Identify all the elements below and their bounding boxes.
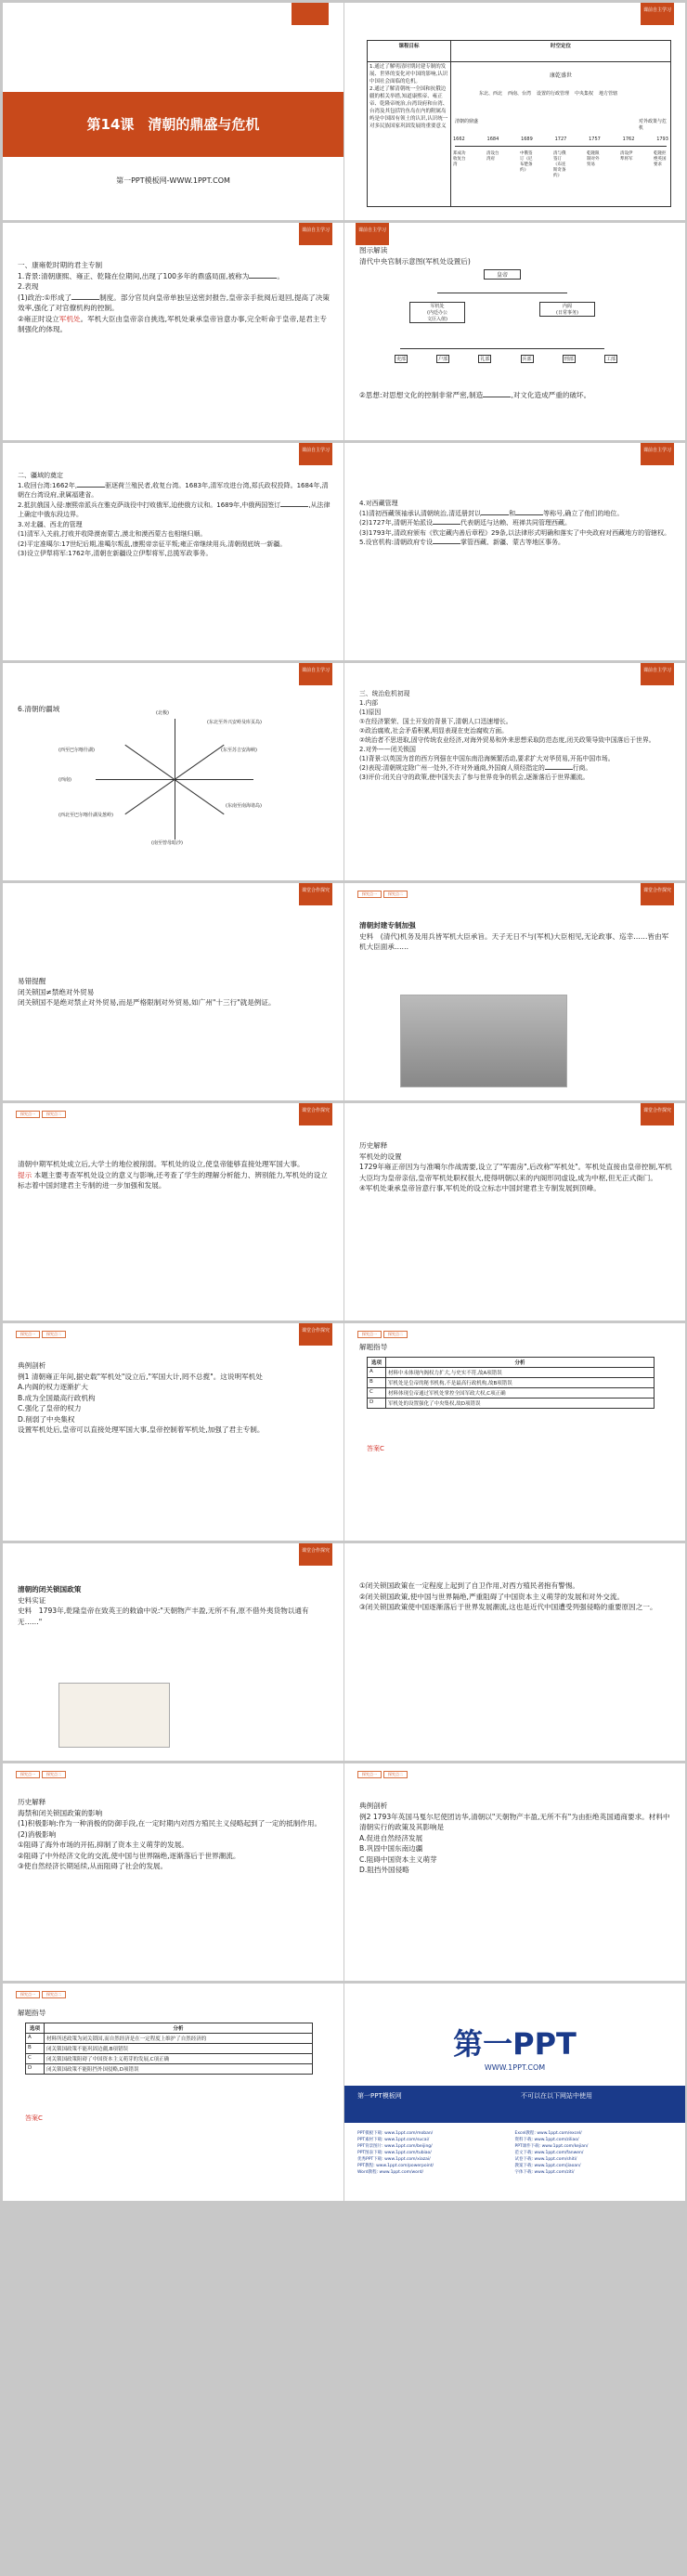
illustration-image (58, 1683, 170, 1748)
slide-12 (344, 1103, 685, 1321)
timeline-mid (479, 90, 617, 97)
slide-9 (3, 883, 344, 1100)
keyword: 提示 (18, 1170, 32, 1179)
slide-4-text (359, 245, 674, 267)
table-cell: C (26, 2054, 45, 2064)
timeline-years (453, 137, 668, 142)
territory-diagram (58, 709, 291, 849)
year-label: 1757 (589, 136, 601, 142)
text-line: ①闭关锁国政策在一定程度上起到了自卫作用,对西方殖民者抱有警惕。 (359, 1581, 580, 1590)
slide-15 (3, 1543, 344, 1761)
text-line: (1)政治:①形成了 (18, 293, 72, 302)
slide-13-text (18, 1360, 332, 1436)
brand-logo: 第一PPT (453, 2026, 577, 2062)
slide-5-text (18, 471, 332, 559)
year-label: 1762 (622, 136, 635, 142)
table-cell: D (368, 1399, 386, 1409)
slide-8-text (359, 689, 674, 782)
tab-label[interactable]: 探究点二 (42, 1331, 66, 1338)
tab-bar (16, 1771, 66, 1778)
text-line: ②雍正时设立 (18, 314, 59, 323)
slide-19-heading: 解题指导 (18, 2009, 46, 2017)
option: B.成为全国最高行政机构 (18, 1393, 96, 1402)
slide-8 (344, 663, 685, 880)
ministry-box: 户部 (438, 357, 448, 362)
text-line: (3)评价:闭关自守的政策,使中国失去了参与世界竞争的机会,逐渐落后于世界潮流。 (359, 774, 590, 781)
section-tab: 课前自主学习 (299, 223, 332, 245)
org-chart (382, 269, 642, 381)
tab-label[interactable]: 探究点一 (357, 1331, 382, 1338)
text-line: 史料 1793年,乾隆皇帝在致英王的敕谕中说:"天朝物产丰盈,无所不有,原不借外夷货物以通有无……" (18, 1607, 309, 1626)
ministry-box: 吏部 (395, 357, 406, 362)
text-line: 闭关锁国≠禁绝对外贸易 (18, 987, 95, 996)
tab-label[interactable]: 探究点二 (42, 1111, 66, 1118)
event-label: 清设台湾府 (486, 150, 499, 162)
column-header: 选项 (26, 2023, 45, 2034)
text-line: ②思想:对思想文化的控制非常严密,制造 (359, 391, 484, 399)
tab-label[interactable]: 探究点二 (383, 1771, 408, 1778)
photo-image (400, 995, 567, 1087)
text-line: (1)清初西藏领袖承认清朝统治,清廷册封以 (359, 509, 482, 517)
footer-link[interactable]: 试卷下载: www.1ppt.com/shiti/ (514, 2157, 577, 2162)
cover-title: 第14课 清朝的鼎盛与危机 (86, 116, 260, 133)
text-line: (2)表现:清朝规定除广州一处外,不许对外通商,外国商人须经指定的 (359, 764, 545, 772)
option: C.阻碍中国资本主义萌芽 (359, 1854, 437, 1864)
tab-bar (16, 1991, 66, 1998)
slide-17 (3, 1763, 344, 1981)
tab-label[interactable]: 探究点一 (16, 1111, 40, 1118)
section-heading: 图示解读 (359, 246, 388, 254)
text-line: 和 (509, 509, 516, 517)
goals-text: 1.通过了解明清时期封建专制的发展、世界的变化对中国的影响,认识中国社会面临的危机。 2.通过了解清朝统一全国和抗俄边疆的相关举措,知道康熙帝、雍正帝、乾隆帝统治,台湾设府和台湾、台湾及其包括钓鱼岛在内的附属岛屿是中国固有领土的认识,认识统一对多民族国家巩固发展的重要意义 (368, 61, 451, 206)
text-line: 掌管西藏、新疆、蒙古等地区事务。 (460, 539, 565, 546)
section-tab: 课堂合作探究 (299, 1323, 332, 1346)
section-tab: 课前自主学习 (641, 443, 674, 465)
tab-bar (16, 1111, 66, 1118)
text-line: (1)原因 (359, 709, 382, 716)
text-line: ②闭关锁国政策,使中国与世界隔绝,严重阻碍了中国资本主义萌芽的发展和对外交流。 (359, 1592, 625, 1601)
slide-6-text (359, 499, 674, 548)
mid-label: 西南、台湾 (508, 90, 532, 97)
option: C.强化了皇帝的权力 (18, 1404, 82, 1412)
slide-3-text (18, 260, 332, 335)
answer-label: 答案C (25, 2114, 43, 2122)
text-line: 2.抵抗俄国入侵:康熙帝派兵在雅克萨战役中打败俄军,迫使俄方议和。1689年,中俄两国签订 (18, 501, 281, 509)
table-cell: B (368, 1378, 386, 1388)
slide-18-text (359, 1801, 674, 1876)
link-grid (357, 2130, 672, 2176)
footer-link[interactable]: PPT背景图片: www.1ppt.com/beijing/ (357, 2144, 433, 2149)
text-line: 闭关锁国不是绝对禁止对外贸易,而是严格限制对外贸易,如广州"十三行"就是例证。 (18, 998, 276, 1007)
footer-link[interactable]: 教案下载: www.1ppt.com/jiaoan/ (514, 2164, 581, 2168)
point-label: (北极) (156, 710, 169, 716)
question-text: 例2 1793年英国马戛尔尼使团访华,清朝以"天朝物产丰盈,无所不有"为由拒绝英国通商要求。材料中清朝实行的政策及其影响是 (359, 1812, 670, 1831)
tab-label[interactable]: 探究点二 (42, 1991, 66, 1998)
tab-label[interactable]: 探究点二 (383, 1331, 408, 1338)
text-line: ,对文化造成严重的破坏。 (511, 391, 591, 399)
text-line: 等称号,确立了他们的地位。 (543, 509, 624, 517)
analysis-table (367, 1357, 655, 1409)
brand-logo-icon (292, 3, 329, 25)
event-label: 清与俄签订《布连斯奇条约》 (553, 150, 566, 178)
tab-label[interactable]: 探究点二 (383, 891, 408, 898)
slide-7 (3, 663, 344, 880)
text-line: 军机处的设置 (359, 1151, 402, 1161)
table-cell: C (368, 1388, 386, 1399)
table-cell: 材料所述政策为闭关锁国,而自然经济是在一定程度上维护了自然经济的 (45, 2034, 313, 2044)
tab-label[interactable]: 探究点一 (16, 1771, 40, 1778)
section-tab: 课堂合作探究 (299, 883, 332, 905)
timeline-cell (451, 61, 671, 206)
point-label: (西南) (58, 777, 71, 783)
band-title: 第一PPT模板网 (357, 2092, 402, 2100)
text-line: ,从法律上确定中俄东段边界。 (18, 501, 331, 518)
goals-table (367, 40, 671, 207)
point-label: (南至曾母暗沙) (151, 840, 183, 846)
section-heading: 典例剖析 (18, 1361, 46, 1370)
text-line: 史料 (清代)机务及用兵皆军机大臣承旨。天子无日不与(军机)大臣相见,无论政事、巡幸……皆由军机大臣面承…… (359, 931, 669, 951)
text-line: 1.内部 (359, 699, 379, 707)
ministry-row (395, 355, 617, 363)
ministry-box: 刑部 (564, 357, 574, 362)
text-line: (3)设立伊犁将军:1762年,清朝在新疆设立伊犁将军,总揽军政事务。 (18, 550, 213, 557)
section-heading: 典例剖析 (359, 1802, 388, 1810)
section-heading: 三、统治危机初现 (359, 690, 410, 697)
slide-12-text (359, 1140, 674, 1194)
point-label: (东至苏吉安海峡) (221, 748, 257, 753)
tab-label[interactable]: 探究点一 (16, 1991, 40, 1998)
footer-link[interactable]: PPT图表下载: www.1ppt.com/tubiao/ (357, 2151, 432, 2155)
section-heading: 二、疆域的奠定 (18, 472, 63, 479)
cover-subtitle: 第一PPT模板网-WWW.1PPT.COM (116, 176, 230, 185)
text-line: 。 (277, 271, 284, 280)
timeline-axis (455, 146, 667, 147)
event-label: 中俄签订《尼布楚条约》 (520, 150, 533, 173)
ministry-box: 礼部 (480, 357, 490, 362)
text-line: ①阻碍了海外市场的开拓,抑制了资本主义萌芽的发展。 (18, 1841, 188, 1849)
text-line: 设置军机处后,皇帝可以直接处理军国大事,皇帝控制着军机处,加强了君主专制。 (18, 1425, 265, 1434)
section-tab: 课前自主学习 (641, 663, 674, 685)
slide-15-text (18, 1584, 332, 1627)
option: D.阻挡外国侵略 (359, 1866, 409, 1874)
table-cell: 闭关锁国政策阻碍了中国资本主义萌芽的发展,C项正确 (45, 2054, 313, 2064)
slide-19 (3, 1984, 344, 2201)
timeline-right-label: 对外政策与危机 (639, 118, 668, 131)
section-tab: 课堂合作探究 (641, 1103, 674, 1125)
slide-11-text (18, 1159, 332, 1191)
column-header: 分析 (45, 2023, 313, 2034)
text-line: 驱逐荷兰殖民者,收复台湾。1683年,清军攻进台湾,郑氏政权投降。1684年,清朝在台湾设府,隶属福建省。 (18, 481, 329, 499)
year-label: 1662 (453, 136, 465, 142)
event-label: 乾隆限制对外贸易 (587, 150, 600, 167)
ministry-box: 工部 (605, 357, 616, 362)
table-cell: 材料体现皇帝通过军机处掌控全国军政大权,C项正确 (386, 1388, 655, 1399)
section-heading: 历史解释 (18, 1798, 46, 1806)
slide-10-text (359, 920, 674, 953)
column-header: 分析 (386, 1358, 655, 1368)
slide-16-text (359, 1581, 674, 1613)
table-cell: A (26, 2034, 45, 2044)
slide-7-heading: 6.清朝的疆域 (18, 705, 60, 713)
timeline-header: 时空定位 (451, 41, 671, 62)
slide-brand (344, 1984, 685, 2201)
section-heading: 清朝的闭关锁国政策 (18, 1585, 82, 1594)
table-cell: 军机处的设置强化了中央集权,故D项错误 (386, 1399, 655, 1409)
slide-cover (3, 3, 344, 220)
text-line: 1.收回台湾:1662年, (18, 481, 78, 489)
slide-14-heading: 解题指导 (359, 1343, 388, 1351)
slide-14 (344, 1323, 685, 1541)
text-line: ①在经济繁荣、国土开发的背景下,清朝人口迅速增长。 (359, 718, 512, 725)
text-line: (1)背景:以英国为首的西方列强在中国东南沿海频繁活动,要求扩大对华贸易,开拓中国市场。 (359, 755, 615, 762)
footer-link[interactable]: PPT教程: www.1ppt.com/powerpoint/ (357, 2164, 434, 2168)
footer-link[interactable]: Word教程: www.1ppt.com/word/ (357, 2170, 424, 2175)
section-tab: 课堂合作探究 (299, 1543, 332, 1566)
table-cell: B (26, 2044, 45, 2054)
section-tab: 课前自主学习 (356, 223, 389, 245)
table-cell: 军机处是皇帝的秘书机构,不是最高行政机构,故B项错误 (386, 1378, 655, 1388)
point-label: (西北至巴尔喀什湖及葱岭) (58, 813, 113, 818)
slide-18 (344, 1763, 685, 1981)
mid-label: 中央集权 (575, 90, 594, 97)
text-line: (2)平定准噶尔:17世纪后期,准噶尔叛乱,康熙帝亲征平叛;雍正帝继续用兵,清朝彻底统一新疆。 (18, 540, 287, 548)
node-emperor: 皇帝 (484, 269, 521, 280)
section-heading: 历史解释 (359, 1141, 388, 1150)
text-line: 4.对西藏管理 (359, 500, 398, 507)
tab-label[interactable]: 探究点一 (357, 891, 382, 898)
footer-link[interactable]: Excel教程: www.1ppt.com/excel/ (514, 2131, 582, 2136)
text-line: 。军机大臣由皇帝亲自挑选,军机处秉承皇帝旨意办事,完全听命于皇帝,是君主专制强化的体现。 (18, 314, 327, 333)
footer-link[interactable]: PPT素材下载: www.1ppt.com/sucai/ (357, 2138, 430, 2142)
keyword: 军机处 (58, 314, 81, 323)
slide-13 (3, 1323, 344, 1541)
answer-label: 答案C (367, 1445, 384, 1452)
text-line: (2)1727年,清朝开始派设 (359, 519, 433, 527)
brand-url: WWW.1PPT.COM (484, 2063, 546, 2072)
slide-10 (344, 883, 685, 1100)
org-line (400, 348, 604, 349)
tab-bar (357, 1771, 408, 1778)
point-label: (东南至南海诸岛) (226, 803, 262, 809)
footer-link[interactable]: 优秀PPT下载: www.1ppt.com/xiazai/ (357, 2157, 431, 2162)
text-line: ④军机处秉承皇帝旨意行事,军机处的设立标志中国封建君主专制发展到顶峰。 (359, 1184, 601, 1192)
slide-11 (3, 1103, 344, 1321)
text-line: 2.对外——闭关锁国 (359, 746, 416, 753)
footer-link[interactable]: 字体下载: www.1ppt.com/ziti/ (514, 2170, 575, 2175)
section-tab: 课堂合作探究 (299, 1103, 332, 1125)
slide-goals (344, 3, 685, 220)
text-line: 1.背景:清朝康熙、雍正、乾隆在位期间,出现了100多年的鼎盛局面,被称为 (18, 271, 250, 280)
mid-label: 东北、西北 (479, 90, 503, 97)
year-label: 1689 (521, 136, 533, 142)
band-title: 不可以在以下网站中使用 (521, 2092, 592, 2100)
slide-4 (344, 223, 685, 440)
option: D.削弱了中央集权 (18, 1414, 75, 1424)
text-line: (3)1793年,清政府颁布《钦定藏内善后章程》29条,以法律形式明确和落实了中央政府对西藏地方的管辖权。 (359, 528, 671, 537)
text-line: ③使自然经济长期延续,从而阻碍了社会的发展。 (18, 1862, 168, 1870)
text-line: (2)消极影响 (18, 1829, 57, 1839)
text-line: (1)清军入关前,打败并收降漠南蒙古,漠北和漠西蒙古也相继归顺。 (18, 530, 207, 538)
text-line: (1)积极影响:作为一种消极的防御手段,在一定时期内对西方殖民主义侵略起到了一定的抵制作用。 (18, 1819, 322, 1828)
goals-header: 课程目标 (368, 41, 451, 62)
mid-label: 地方管辖 (599, 90, 618, 97)
node-junjichu: 军机处 (内廷办公 文臣入值) (409, 302, 465, 323)
section-tab: 课前自主学习 (641, 3, 674, 25)
tab-bar (357, 891, 408, 898)
text-line: ③闭关锁国政策使中国逐渐落后于世界发展潮流,这也是近代中国遭受列强侵略的重要原因之一。 (359, 1603, 657, 1611)
point-label: (西至巴尔喀什湖) (58, 748, 95, 753)
text-line: 清朝中期军机处成立后,大学士的地位被削弱。军机处的设立,使皇帝能够直接处理军国大事。 (18, 1160, 305, 1168)
tab-bar (16, 1331, 66, 1338)
section-heading: 清朝封建专制加强 (359, 921, 416, 930)
slide-9-text (18, 976, 332, 1008)
text-line: 1729年雍正帝因为与准噶尔作战需要,设立了"军需房",后改称"军机处"。军机处直接由皇帝控制,军机大臣均为皇帝亲信,皇帝军机处职权很大,使得明朝以来的内阁形同虚设,成为中枢,但无正式衙门。 (359, 1163, 672, 1182)
text-line: 史料实证 (18, 1595, 46, 1605)
slide-6 (344, 443, 685, 660)
question-text: 例1 清朝雍正年间,据史载"军机处"设立后,"军国大计,罔不总揽"。这说明军机处 (18, 1372, 263, 1381)
table-cell: 闭关锁国政策不能阻挡外国侵略,D项错误 (45, 2064, 313, 2075)
ministry-box: 兵部 (522, 357, 532, 362)
tab-label[interactable]: 探究点一 (357, 1771, 382, 1778)
section-heading: 一、康雍乾时期的君主专制 (18, 261, 103, 269)
event-label: 郑成功收复台湾 (453, 150, 466, 167)
node-neige: 内阁 (日常事务) (539, 302, 595, 317)
table-cell: 材料中未体现内阁权力扩大,与史实不符,故A项错误 (386, 1368, 655, 1378)
point-label: (东北至外兴安岭及库页岛) (207, 720, 262, 725)
footer-link[interactable]: 范文下载: www.1ppt.com/fanwen/ (514, 2151, 584, 2155)
text-line: ②政治腐败,社会矛盾积累,明显表现在吏治腐败方面。 (359, 727, 508, 735)
footer-link[interactable]: PPT模板下载: www.1ppt.com/moban/ (357, 2131, 434, 2136)
text-line: ②阻碍了中外经济文化的交流,使中国与世界隔绝,逐渐落后于世界潮流。 (18, 1851, 240, 1860)
column-header: 选项 (368, 1358, 386, 1368)
slide-4-note (359, 390, 674, 401)
section-tab: 课前自主学习 (299, 663, 332, 685)
text-line: 5.设官机构:清朝政府专设 (359, 539, 434, 546)
slide-17-text (18, 1797, 332, 1872)
year-label: 1684 (486, 136, 499, 142)
diagram-title: 清代中央官制示意图(军机处设置后) (359, 256, 471, 266)
text-line: 制度。部分官员向皇帝单独呈送密封报告,皇帝亲手批阅后退回,提高了决策效率,强化了对官僚机构的控制。 (18, 293, 330, 312)
section-heading: 易错提醒 (18, 977, 46, 985)
timeline-events (453, 151, 668, 179)
timeline-title: 康乾盛世 (549, 72, 572, 79)
event-label: 清设伊犁将军 (620, 150, 633, 162)
year-label: 1727 (554, 136, 567, 142)
text-line: 行商。 (572, 764, 592, 772)
table-cell: D (26, 2064, 45, 2075)
section-tab: 课堂合作探究 (641, 883, 674, 905)
text-line: 海禁和闭关锁国政策的影响 (18, 1808, 103, 1817)
footer-link[interactable]: 资料下载: www.1ppt.com/ziliao/ (514, 2138, 579, 2142)
timeline-left-label: 清朝的鼎盛 (455, 118, 479, 124)
slide-16 (344, 1543, 685, 1761)
option: A.内阁的权力逐渐扩大 (18, 1383, 88, 1391)
mid-label: 设置的行政管理 (537, 90, 570, 97)
table-cell: 闭关锁国政策不能巩固边疆,B项错误 (45, 2044, 313, 2054)
text-line: ②统治者不思进取,固守传统农业经济,对海外贸易和外来思想采取防范态度,闭关政策导致中国落后于世界。 (359, 736, 655, 744)
tab-label[interactable]: 探究点二 (42, 1771, 66, 1778)
option: A.促进自然经济发展 (359, 1833, 423, 1842)
analysis-table (25, 2023, 313, 2075)
text-line: 3.对北疆、西北的管理 (18, 520, 83, 528)
text-line: 本题主要考查军机处设立的意义与影响,还考查了学生的理解分析能力、辨别能力,军机处的设立标志着中国封建君主专制的进一步加强和发展。 (18, 1170, 328, 1190)
text-line: 代表朝廷与达赖、班禅共同管理西藏。 (460, 519, 571, 527)
section-tab: 课前自主学习 (299, 443, 332, 465)
footer-link[interactable]: PPT课件下载: www.1ppt.com/kejian/ (514, 2144, 589, 2149)
text-line: 2.表现 (18, 282, 39, 291)
slide-3 (3, 223, 344, 440)
year-label: 1793 (656, 136, 668, 142)
option: B.巩固中国东南边疆 (359, 1844, 423, 1853)
tab-bar (357, 1331, 408, 1338)
tab-label[interactable]: 探究点一 (16, 1331, 40, 1338)
event-label: 乾隆拒绝英国要求 (654, 150, 667, 167)
table-cell: A (368, 1368, 386, 1378)
slide-5 (3, 443, 344, 660)
